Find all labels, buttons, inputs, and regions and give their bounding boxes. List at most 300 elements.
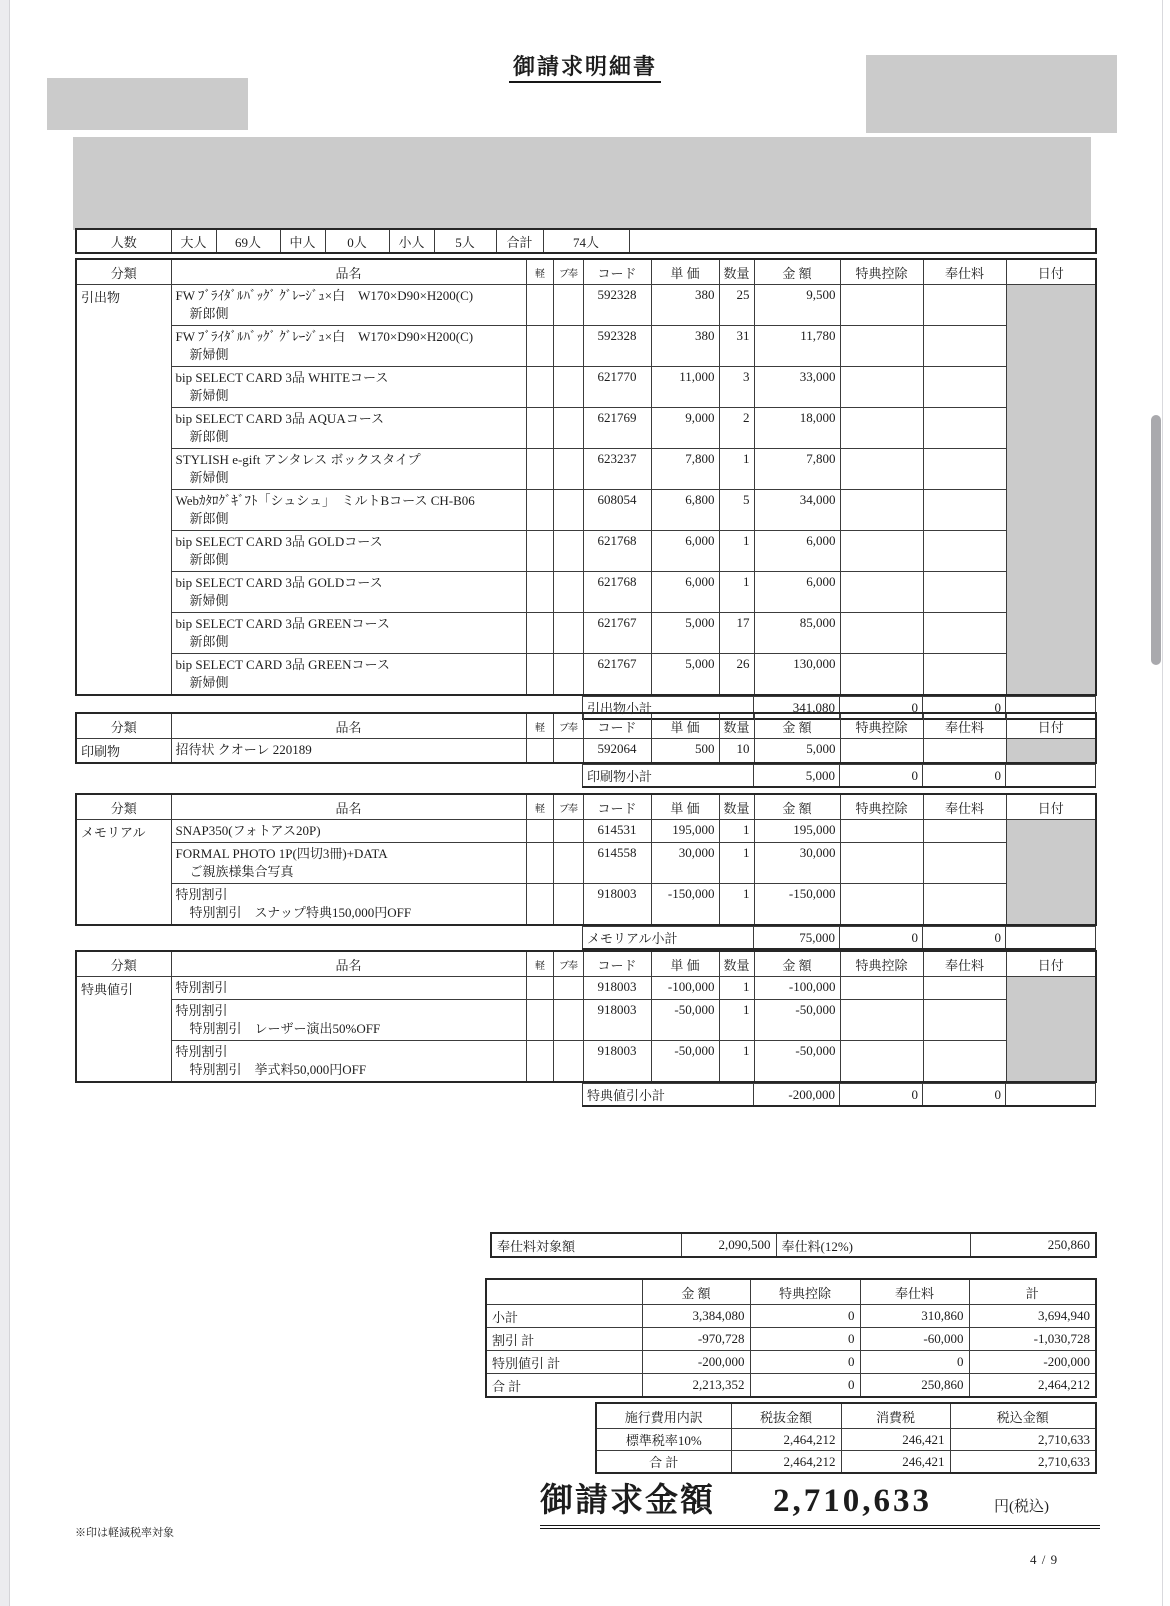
item-header-row (76, 951, 1096, 977)
item-table-hikidemono (75, 258, 1095, 720)
item-name-line: 特別割引 (175, 887, 228, 902)
item-name-cell (171, 572, 526, 613)
amount-cell: -100,000 (754, 977, 840, 1000)
table-row (596, 1429, 1096, 1451)
grand-total (540, 1474, 1100, 1529)
bu-hou-cell (553, 654, 583, 696)
houshi-cell (923, 739, 1006, 764)
amount-cell: 85,000 (754, 613, 840, 654)
table-row (486, 1328, 1096, 1351)
service-fee-table (490, 1232, 1097, 1258)
header-kei: 軽 (526, 259, 553, 285)
excl-cell: 2,464,212 (731, 1429, 841, 1451)
code-cell: 621768 (583, 531, 651, 572)
subtotal-tokuten: 0 (840, 1084, 923, 1107)
kei-cell (526, 739, 553, 764)
qty-cell: 1 (719, 572, 754, 613)
kei-cell (526, 977, 553, 1000)
child-label: 小人 (389, 229, 434, 253)
totals-header-row (486, 1279, 1096, 1305)
item-name-line: FORMAL PHOTO 1P(四切3冊)+DATA (175, 846, 388, 861)
houshi-cell (923, 490, 1006, 531)
item-row (76, 449, 1096, 490)
unit-price-cell: 5,000 (651, 654, 719, 696)
tokuten-cell (840, 1041, 923, 1083)
kei-cell (526, 408, 553, 449)
tokuten-cell (840, 843, 923, 884)
kei-cell (526, 531, 553, 572)
houshi-cell: 250,860 (860, 1374, 969, 1398)
header-unit-price: 単 価 (651, 951, 719, 977)
header-houshi: 奉仕料 (923, 794, 1006, 820)
item-row (76, 1041, 1096, 1083)
header-date: 日付 (1006, 794, 1096, 820)
subtotal-amount: 75,000 (754, 927, 840, 950)
subtotal-date-cell (1006, 927, 1096, 950)
header-category: 分類 (76, 794, 171, 820)
tokuten-cell (840, 820, 923, 843)
code-cell: 608054 (583, 490, 651, 531)
item-name-line: 招待状 クオーレ 220189 (175, 742, 312, 757)
qty-cell: 1 (719, 449, 754, 490)
item-name-cell (171, 843, 526, 884)
category-cell: メモリアル (76, 820, 171, 926)
amount-cell: 6,000 (754, 572, 840, 613)
amount-cell: 5,000 (754, 739, 840, 764)
child-value: 5人 (434, 229, 496, 253)
kei-cell (526, 654, 553, 696)
unit-price-cell: 195,000 (651, 820, 719, 843)
item-name-cell (171, 654, 526, 696)
header-houshi: 奉仕料 (923, 713, 1006, 739)
qty-cell: 1 (719, 1000, 754, 1041)
item-name-line: FW ﾌﾞﾗｲﾀﾞﾙﾊﾞｯｸﾞ ｸﾞﾚｰｼﾞｭ×白 W170×D90×H200(C) (175, 329, 474, 344)
code-cell: 592064 (583, 739, 651, 764)
header-category: 分類 (76, 951, 171, 977)
unit-price-cell: 5,000 (651, 613, 719, 654)
page-right-edge (1162, 0, 1163, 1606)
tokuten-cell (840, 613, 923, 654)
amount-cell: -50,000 (754, 1000, 840, 1041)
unit-price-cell: -50,000 (651, 1041, 719, 1083)
item-note-line: 新郎側 (189, 634, 229, 649)
date-cell-redacted (1006, 820, 1096, 926)
houshi-cell (923, 408, 1006, 449)
header-amount: 金 額 (754, 259, 840, 285)
header-name: 品名 (171, 794, 526, 820)
header-bu-hou: ブ奉 (553, 713, 583, 739)
service-fee-base-label: 奉仕料対象額 (491, 1233, 681, 1257)
item-row (76, 884, 1096, 926)
houshi-cell (923, 367, 1006, 408)
tokuten-cell (840, 285, 923, 326)
item-row (76, 490, 1096, 531)
people-count-table (75, 228, 1097, 254)
header-date: 日付 (1006, 259, 1096, 285)
item-note-line: 新婦側 (189, 675, 229, 690)
service-fee-base-amount: 2,090,500 (681, 1233, 776, 1257)
bu-hou-cell (553, 531, 583, 572)
subtotal-label: 特典値引小計 (583, 1084, 754, 1107)
excl-cell: 2,464,212 (731, 1451, 841, 1474)
header-houshi: 奉仕料 (923, 259, 1006, 285)
label-cell: 合 計 (596, 1451, 731, 1474)
totals-summary-table (485, 1278, 1097, 1398)
header-date: 日付 (1006, 951, 1096, 977)
tax-cell: 246,421 (841, 1451, 950, 1474)
item-row (76, 843, 1096, 884)
item-name-line: bip SELECT CARD 3品 GOLDコース (175, 575, 383, 590)
unit-price-cell: 500 (651, 739, 719, 764)
header-code: コード (583, 259, 651, 285)
tax-header-tax: 消費税 (841, 1403, 950, 1429)
qty-cell: 1 (719, 820, 754, 843)
bu-hou-cell (553, 977, 583, 1000)
code-cell: 621770 (583, 367, 651, 408)
item-note-line: 新郎側 (189, 306, 229, 321)
kei-cell (526, 326, 553, 367)
adult-label: 大人 (171, 229, 216, 253)
bu-hou-cell (553, 820, 583, 843)
qty-cell: 3 (719, 367, 754, 408)
tokuten-cell (840, 654, 923, 696)
code-cell: 621767 (583, 613, 651, 654)
item-name-cell (171, 1041, 526, 1083)
code-cell: 918003 (583, 1041, 651, 1083)
unit-price-cell: 11,000 (651, 367, 719, 408)
header-amount: 金 額 (754, 713, 840, 739)
date-cell-redacted (1006, 739, 1096, 764)
qty-cell: 31 (719, 326, 754, 367)
tax-breakdown-table (595, 1402, 1097, 1474)
header-qty: 数量 (719, 259, 754, 285)
header-kei: 軽 (526, 794, 553, 820)
header-tokuten: 特典控除 (840, 794, 923, 820)
item-header-row (76, 259, 1096, 285)
item-row (76, 408, 1096, 449)
item-name-cell (171, 531, 526, 572)
bu-hou-cell (553, 326, 583, 367)
subtotal-date-cell (1006, 765, 1096, 788)
subtotal-amount: 341,080 (754, 697, 840, 720)
item-name-line: bip SELECT CARD 3品 GREENコース (175, 657, 390, 672)
houshi-cell (923, 449, 1006, 490)
date-cell-redacted (1006, 285, 1096, 696)
kei-cell (526, 820, 553, 843)
reduced-tax-footnote: ※印は軽減税率対象 (75, 1527, 174, 1539)
label-cell: 標準税率10% (596, 1429, 731, 1451)
page-title-text: 御請求明細書 (509, 54, 661, 83)
item-header-row (76, 794, 1096, 820)
tokuten-cell (840, 572, 923, 613)
item-name-cell (171, 739, 526, 764)
unit-price-cell: 6,000 (651, 531, 719, 572)
item-row (76, 285, 1096, 326)
total-cell: 2,464,212 (969, 1374, 1096, 1398)
subtotal-houshi: 0 (923, 765, 1006, 788)
tokuten-cell (840, 1000, 923, 1041)
kei-cell (526, 1041, 553, 1083)
subtotal-row (582, 764, 1096, 788)
subtotal-date-cell (1006, 1084, 1096, 1107)
header-name: 品名 (171, 951, 526, 977)
kei-cell (526, 490, 553, 531)
header-code: コード (583, 794, 651, 820)
bu-hou-cell (553, 367, 583, 408)
subtotal-houshi: 0 (923, 697, 1006, 720)
subtotal-houshi: 0 (923, 1084, 1006, 1107)
item-name-cell (171, 449, 526, 490)
qty-cell: 2 (719, 408, 754, 449)
code-cell: 918003 (583, 977, 651, 1000)
header-houshi: 奉仕料 (923, 951, 1006, 977)
header-kei: 軽 (526, 713, 553, 739)
houshi-cell (923, 977, 1006, 1000)
amount-cell: 11,780 (754, 326, 840, 367)
viewer-left-edge (0, 0, 10, 1606)
houshi-cell (923, 531, 1006, 572)
label-cell: 特別値引 計 (486, 1351, 642, 1374)
code-cell: 592328 (583, 285, 651, 326)
empty-cell (486, 1279, 642, 1305)
page-indicator: 4 / 9 (1030, 1552, 1059, 1567)
kei-cell (526, 449, 553, 490)
code-cell: 621769 (583, 408, 651, 449)
item-name-line: SNAP350(フォトアス20P) (175, 823, 321, 838)
label-cell: 合 計 (486, 1374, 642, 1398)
amount-cell: 34,000 (754, 490, 840, 531)
item-note-line: 新婦側 (189, 470, 229, 485)
item-name-line: 特別割引 (175, 980, 228, 995)
header-amount: 金 額 (754, 951, 840, 977)
amount-cell: 7,800 (754, 449, 840, 490)
header-code: コード (583, 713, 651, 739)
qty-cell: 1 (719, 977, 754, 1000)
subtotal-tokuten: 0 (840, 927, 923, 950)
item-name-line: bip SELECT CARD 3品 GOLDコース (175, 534, 383, 549)
table-row (486, 1351, 1096, 1374)
item-row (76, 613, 1096, 654)
table-row (486, 1374, 1096, 1398)
subtotal-amount: -200,000 (754, 1084, 840, 1107)
unit-price-cell: 30,000 (651, 843, 719, 884)
bu-hou-cell (553, 490, 583, 531)
total-cell: -1,030,728 (969, 1328, 1096, 1351)
houshi-cell (923, 884, 1006, 926)
amount-cell: -150,000 (754, 884, 840, 926)
item-name-cell (171, 884, 526, 926)
service-fee-amount: 250,860 (970, 1233, 1096, 1257)
item-name-line: 特別割引 (175, 1044, 228, 1059)
amount-cell: -200,000 (642, 1351, 750, 1374)
header-amount: 金 額 (754, 794, 840, 820)
empty-cell (629, 229, 1096, 253)
item-row (76, 531, 1096, 572)
item-header-row (76, 713, 1096, 739)
item-note-line: 新郎側 (189, 552, 229, 567)
unit-price-cell: 7,800 (651, 449, 719, 490)
item-note-line: 新郎側 (189, 511, 229, 526)
header-category: 分類 (76, 259, 171, 285)
code-cell: 592328 (583, 326, 651, 367)
category-cell: 特典値引 (76, 977, 171, 1083)
subtotal-tokuten: 0 (840, 765, 923, 788)
header-kei: 軽 (526, 951, 553, 977)
houshi-cell (923, 1041, 1006, 1083)
houshi-cell (923, 613, 1006, 654)
item-name-line: FW ﾌﾞﾗｲﾀﾞﾙﾊﾞｯｸﾞ ｸﾞﾚｰｼﾞｭ×白 W170×D90×H200(C) (175, 288, 474, 303)
subtotal-tokuten: 0 (840, 697, 923, 720)
bu-hou-cell (553, 1041, 583, 1083)
header-tokuten: 特典控除 (840, 713, 923, 739)
item-note-line: 特別割引 挙式料50,000円OFF (189, 1062, 367, 1077)
amount-cell: 9,500 (754, 285, 840, 326)
header-code: コード (583, 951, 651, 977)
header-category: 分類 (76, 713, 171, 739)
bu-hou-cell (553, 449, 583, 490)
item-name-line: Webｶﾀﾛｸﾞｷﾞﾌﾄ「シュシュ」 ミルトBコース CH-B06 (175, 493, 475, 508)
item-name-line: bip SELECT CARD 3品 GREENコース (175, 616, 390, 631)
total-cell: -200,000 (969, 1351, 1096, 1374)
houshi-cell (923, 572, 1006, 613)
kei-cell (526, 843, 553, 884)
amount-cell: 3,384,080 (642, 1305, 750, 1328)
houshi-cell (923, 820, 1006, 843)
bu-hou-cell (553, 408, 583, 449)
kei-cell (526, 884, 553, 926)
item-name-line: 特別割引 (175, 1003, 228, 1018)
item-row (76, 367, 1096, 408)
header-qty: 数量 (719, 713, 754, 739)
header-tokuten: 特典控除 (840, 259, 923, 285)
amount-cell: 130,000 (754, 654, 840, 696)
tax-header-breakdown: 施行費用内訳 (596, 1403, 731, 1429)
middle-value: 0人 (325, 229, 389, 253)
houshi-cell (923, 326, 1006, 367)
item-note-line: 新婦側 (189, 388, 229, 403)
houshi-cell (923, 654, 1006, 696)
item-name-cell (171, 613, 526, 654)
item-note-line: ご親族様集合写真 (189, 864, 294, 879)
item-name-cell (171, 285, 526, 326)
subtotal-row (582, 1083, 1096, 1107)
grand-total-amount: 2,710,633 (773, 1483, 932, 1519)
incl-cell: 2,710,633 (950, 1429, 1096, 1451)
tokuten-cell: 0 (750, 1374, 860, 1398)
bu-hou-cell (553, 739, 583, 764)
code-cell: 614558 (583, 843, 651, 884)
scrollbar-thumb[interactable] (1151, 415, 1161, 665)
item-table-tokuten-nebiki (75, 950, 1095, 1107)
houshi-cell: -60,000 (860, 1328, 969, 1351)
qty-cell: 17 (719, 613, 754, 654)
code-cell: 621768 (583, 572, 651, 613)
item-row (76, 820, 1096, 843)
kei-cell (526, 285, 553, 326)
qty-cell: 1 (719, 531, 754, 572)
amount-cell: 33,000 (754, 367, 840, 408)
qty-cell: 1 (719, 884, 754, 926)
header-qty: 数量 (719, 794, 754, 820)
label-cell: 割引 計 (486, 1328, 642, 1351)
subtotal-label: 引出物小計 (583, 697, 754, 720)
grand-total-label: 御請求金額 (540, 1483, 715, 1519)
code-cell: 918003 (583, 884, 651, 926)
amount-cell: 18,000 (754, 408, 840, 449)
tokuten-cell: 0 (750, 1305, 860, 1328)
item-name-cell (171, 490, 526, 531)
item-name-cell (171, 977, 526, 1000)
qty-cell: 1 (719, 843, 754, 884)
item-note-line: 新婦側 (189, 347, 229, 362)
unit-price-cell: -100,000 (651, 977, 719, 1000)
header-bu-hou: ブ奉 (553, 259, 583, 285)
tokuten-cell (840, 326, 923, 367)
table-row (596, 1451, 1096, 1474)
header-unit-price: 単 価 (651, 794, 719, 820)
subtotal-amount: 5,000 (754, 765, 840, 788)
tokuten-cell (840, 408, 923, 449)
item-note-line: 新婦側 (189, 593, 229, 608)
item-note-line: 特別割引 レーザー演出50%OFF (189, 1021, 381, 1036)
item-note-line: 新郎側 (189, 429, 229, 444)
item-row (76, 1000, 1096, 1041)
header-bu-hou: ブ奉 (553, 951, 583, 977)
unit-price-cell: 9,000 (651, 408, 719, 449)
redaction-box (866, 55, 1117, 133)
bu-hou-cell (553, 884, 583, 926)
people-row (76, 229, 1096, 253)
subtotal-label: 印刷物小計 (583, 765, 754, 788)
service-fee-rate-label: 奉仕料(12%) (776, 1233, 970, 1257)
item-table-memorial (75, 793, 1095, 950)
tax-cell: 246,421 (841, 1429, 950, 1451)
item-name-line: bip SELECT CARD 3品 AQUAコース (175, 411, 385, 426)
unit-price-cell: -50,000 (651, 1000, 719, 1041)
header-name: 品名 (171, 259, 526, 285)
item-row (76, 572, 1096, 613)
item-row (76, 326, 1096, 367)
label-cell: 小計 (486, 1305, 642, 1328)
tokuten-cell (840, 531, 923, 572)
houshi-cell: 0 (860, 1351, 969, 1374)
total-value: 74人 (543, 229, 629, 253)
code-cell: 621767 (583, 654, 651, 696)
item-row (76, 654, 1096, 696)
subtotal-label: メモリアル小計 (583, 927, 754, 950)
date-cell-redacted (1006, 977, 1096, 1083)
totals-header-houshi: 奉仕料 (860, 1279, 969, 1305)
qty-cell: 5 (719, 490, 754, 531)
amount-cell: 2,213,352 (642, 1374, 750, 1398)
bu-hou-cell (553, 285, 583, 326)
tax-header-excl: 税抜金額 (731, 1403, 841, 1429)
amount-cell: 195,000 (754, 820, 840, 843)
item-row (76, 977, 1096, 1000)
unit-price-cell: 380 (651, 285, 719, 326)
unit-price-cell: 6,800 (651, 490, 719, 531)
header-tokuten: 特典控除 (840, 951, 923, 977)
tokuten-cell (840, 449, 923, 490)
houshi-cell: 310,860 (860, 1305, 969, 1328)
houshi-cell (923, 1000, 1006, 1041)
item-name-cell (171, 1000, 526, 1041)
header-date: 日付 (1006, 713, 1096, 739)
tokuten-cell (840, 739, 923, 764)
grand-total-unit: 円(税込) (994, 1499, 1049, 1515)
item-name-cell (171, 326, 526, 367)
tax-header-incl: 税込金額 (950, 1403, 1096, 1429)
